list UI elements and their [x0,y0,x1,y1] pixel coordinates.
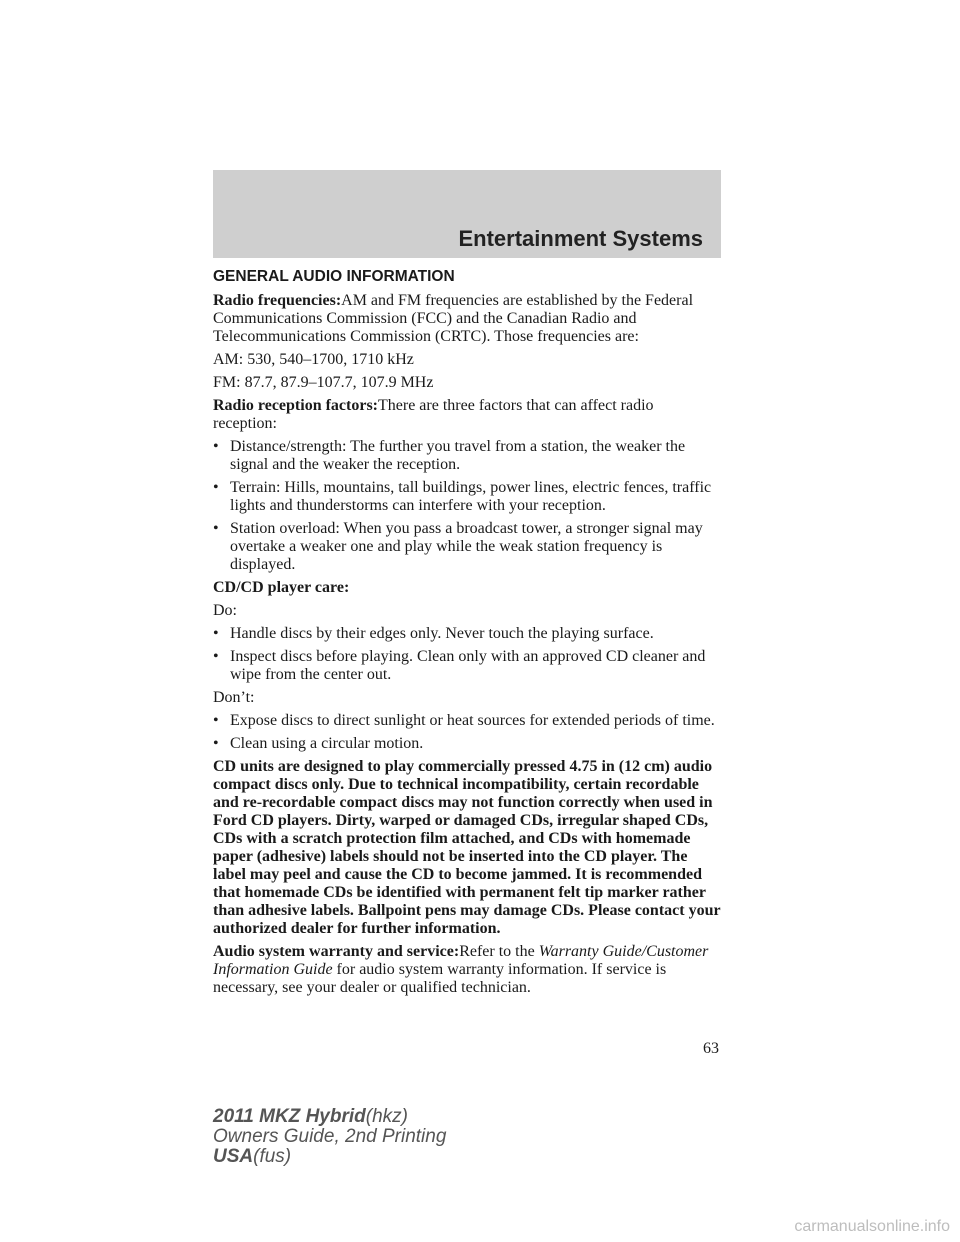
page-content [213,268,721,1002]
warranty-post: for audio system warranty information. If service is necessary, see your dealer or qualified technician. [213,961,667,996]
document-footer [213,1107,446,1167]
radio-frequencies-label: Radio frequencies: [213,292,342,309]
warranty-label: Audio system warranty and service: [213,943,460,960]
bullet-icon: • [213,735,219,752]
reception-factors-text: There are three factors that can affect radio reception: [213,397,654,432]
cd-compatibility-warning: CD units are designed to play commercially pressed 4.75 in (12 cm) audio compact discs only. Due to technical incompatibility, certain recordable and re-recordable compact discs may not function correctly when used in Ford CD players. Dirty, warped or damaged CDs, irregular shaped CDs, CDs with a scratch protection film attached, and CDs with homemade paper (adhesive) labels should not be inserted into the CD player. The label may peel and cause the CD to become jammed. It is recommended that homemade CDs be identified with permanent felt tip marker rather than adhesive labels. Ballpoint pens may damage CDs. Please contact your authorized dealer for further information. [213,758,721,937]
page-heading: GENERAL AUDIO INFORMATION [213,268,455,285]
cd-care-label: CD/CD player care: [213,579,350,596]
fm-frequency-line: FM: 87.7, 87.9–107.7, 107.9 MHz [213,374,434,391]
bullet-icon: • [213,648,219,665]
bullet-icon: • [213,479,219,496]
footer-line-1: 2011 MKZ Hybrid(hkz) [213,1106,408,1127]
warranty-paragraph [213,943,721,997]
section-header-band [213,170,721,258]
section-title: Entertainment Systems [458,226,703,251]
list-item: • Expose discs to direct sunlight or heat sources for extended periods of time. [213,712,715,729]
watermark: carmanualsonline.info [794,1218,950,1235]
list-item: • Terrain: Hills, mountains, tall buildings, power lines, electric fences, traffic lights and thunderstorms can interfere with your reception. [213,479,712,514]
radio-frequencies-paragraph [213,292,721,346]
warranty-pre: Refer to the [459,943,539,960]
bullet-icon: • [213,712,219,729]
reception-factors-label: Radio reception factors: [213,397,378,414]
list-item: • Distance/strength: The further you travel from a station, the weaker the signal and the weaker the reception. [213,438,686,473]
bullet-icon: • [213,520,219,537]
footer-line-3: USA(fus) [213,1146,292,1167]
am-frequency-line: AM: 530, 540–1700, 1710 kHz [213,351,414,368]
list-item: • Inspect discs before playing. Clean only with an approved CD cleaner and wipe from the center out. [213,648,706,683]
list-item: • Clean using a circular motion. [213,735,424,752]
reception-factors-paragraph [213,397,721,433]
bullet-icon: • [213,438,219,455]
footer-line-2: Owners Guide, 2nd Printing [213,1126,447,1147]
list-item: • Handle discs by their edges only. Never touch the playing surface. [213,625,654,642]
page-number: 63 [703,1040,719,1057]
dont-label: Don’t: [213,689,255,706]
warranty-guide-title: Warranty Guide/Customer Information Guide [213,943,709,978]
list-item: • Station overload: When you pass a broadcast tower, a stronger signal may overtake a weaker one and play while the weak station frequency is displayed. [213,520,703,573]
bullet-icon: • [213,625,219,642]
do-label: Do: [213,602,237,619]
radio-frequencies-text: AM and FM frequencies are established by the Federal Communications Commission (FCC) and the Canadian Radio and Telecommunications Commission (CRTC). Those frequencies are: [213,292,694,345]
